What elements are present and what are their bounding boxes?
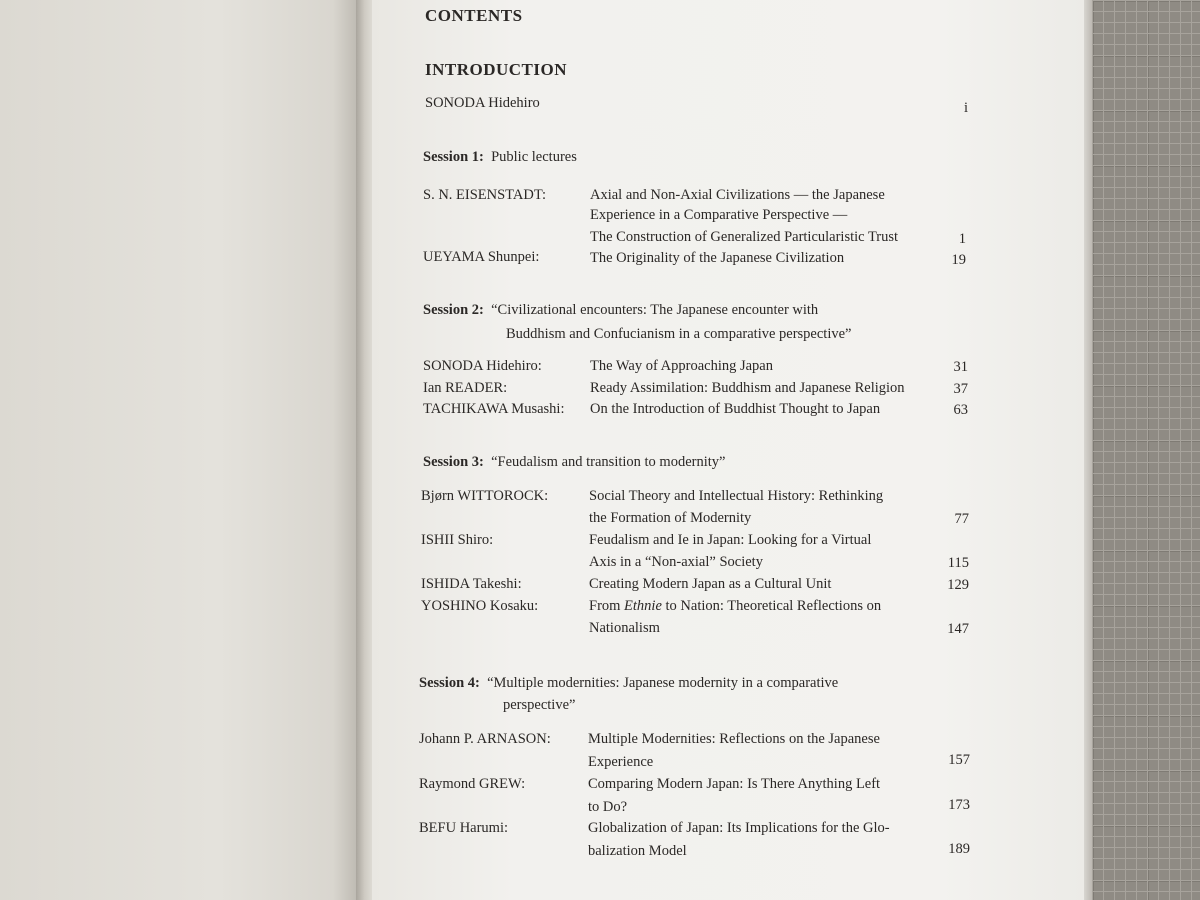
entry-author: Bjørn WITTOROCK: bbox=[421, 488, 549, 504]
session-title: Public lectures bbox=[491, 149, 577, 165]
entry-title-line: The Construction of Generalized Particularistic Trust bbox=[590, 229, 899, 245]
title-suffix: to Nation: Theoretical Reflections on bbox=[661, 598, 882, 614]
session-3-heading bbox=[423, 454, 725, 471]
entry-page: 129 bbox=[947, 577, 969, 593]
entry-page: 147 bbox=[947, 621, 969, 637]
introduction-page: i bbox=[963, 100, 968, 116]
entry-page: 1 bbox=[958, 231, 966, 247]
entry-author: Ian READER: bbox=[423, 380, 508, 396]
entry-title-line bbox=[589, 598, 881, 615]
introduction-author: SONODA Hidehiro bbox=[425, 95, 540, 111]
session-title-line: perspective” bbox=[503, 697, 576, 713]
entry-page: 189 bbox=[948, 841, 970, 857]
entry-title-line: Feudalism and Ie in Japan: Looking for a Virtual bbox=[589, 532, 872, 548]
entry-title-line: Multiple Modernities: Reflections on the Japanese bbox=[588, 731, 880, 747]
entry-author: SONODA Hidehiro: bbox=[423, 358, 542, 374]
entry-title-line: the Formation of Modernity bbox=[589, 510, 752, 526]
session-label: Session 3: bbox=[423, 454, 484, 470]
session-label: Session 4: bbox=[419, 675, 480, 691]
entry-title-line: Nationalism bbox=[589, 620, 660, 636]
entry-author: BEFU Harumi: bbox=[419, 820, 509, 836]
entry-page: 115 bbox=[947, 555, 969, 571]
entry-page: 77 bbox=[954, 511, 969, 527]
session-4-heading bbox=[419, 675, 838, 692]
entry-page: 157 bbox=[948, 752, 970, 768]
entry-title-line: Experience bbox=[588, 754, 654, 770]
entry-title-line: Comparing Modern Japan: Is There Anything Left bbox=[588, 776, 881, 792]
session-2-heading bbox=[423, 302, 818, 319]
session-1-heading bbox=[423, 149, 577, 166]
entry-title-line: The Way of Approaching Japan bbox=[590, 358, 773, 374]
entry-page: 37 bbox=[953, 381, 968, 397]
italic-word: Ethnie bbox=[624, 598, 662, 614]
entry-title-line: to Do? bbox=[588, 799, 628, 815]
session-title-line: Buddhism and Confucianism in a comparative perspective” bbox=[506, 326, 852, 342]
session-title: “Civilizational encounters: The Japanese encounter with bbox=[491, 302, 819, 318]
title-prefix: From bbox=[589, 598, 625, 614]
entry-page: 63 bbox=[953, 402, 968, 418]
entry-title-line: Globalization of Japan: Its Implications for the Glo- bbox=[588, 820, 890, 836]
entry-author: YOSHINO Kosaku: bbox=[421, 598, 539, 614]
entry-page: 19 bbox=[951, 252, 966, 268]
entry-title-line: Axial and Non-Axial Civilizations — the Japanese bbox=[590, 187, 885, 203]
contents-heading: CONTENTS bbox=[425, 6, 523, 25]
entry-title-line: balization Model bbox=[588, 843, 687, 859]
entry-author: ISHIDA Takeshi: bbox=[421, 576, 522, 592]
introduction-heading: INTRODUCTION bbox=[425, 60, 568, 79]
session-label: Session 2: bbox=[423, 302, 484, 318]
entry-title-line: Axis in a “Non-axial” Society bbox=[589, 554, 763, 570]
entry-title-line: On the Introduction of Buddhist Thought to Japan bbox=[590, 401, 881, 417]
entry-page: 31 bbox=[953, 359, 968, 375]
entry-author: UEYAMA Shunpei: bbox=[423, 249, 540, 265]
entry-title-line: Creating Modern Japan as a Cultural Unit bbox=[589, 576, 832, 592]
entry-author: Raymond GREW: bbox=[419, 776, 526, 792]
entry-page: 173 bbox=[948, 797, 970, 813]
entry-author: S. N. EISENSTADT: bbox=[423, 187, 546, 203]
session-title: “Feudalism and transition to modernity” bbox=[491, 454, 726, 470]
entry-title-line: Ready Assimilation: Buddhism and Japanese Religion bbox=[590, 380, 905, 396]
entry-title-line: Social Theory and Intellectual History: Rethinking bbox=[589, 488, 884, 504]
entry-author: ISHII Shiro: bbox=[421, 532, 494, 548]
entry-title-line: Experience in a Comparative Perspective — bbox=[590, 207, 848, 223]
entry-author: Johann P. ARNASON: bbox=[419, 731, 551, 747]
session-title: “Multiple modernities: Japanese modernity in a comparative bbox=[487, 675, 839, 691]
entry-title-line: The Originality of the Japanese Civilization bbox=[590, 250, 845, 266]
entry-author: TACHIKAWA Musashi: bbox=[423, 401, 565, 417]
session-label: Session 1: bbox=[423, 149, 484, 165]
